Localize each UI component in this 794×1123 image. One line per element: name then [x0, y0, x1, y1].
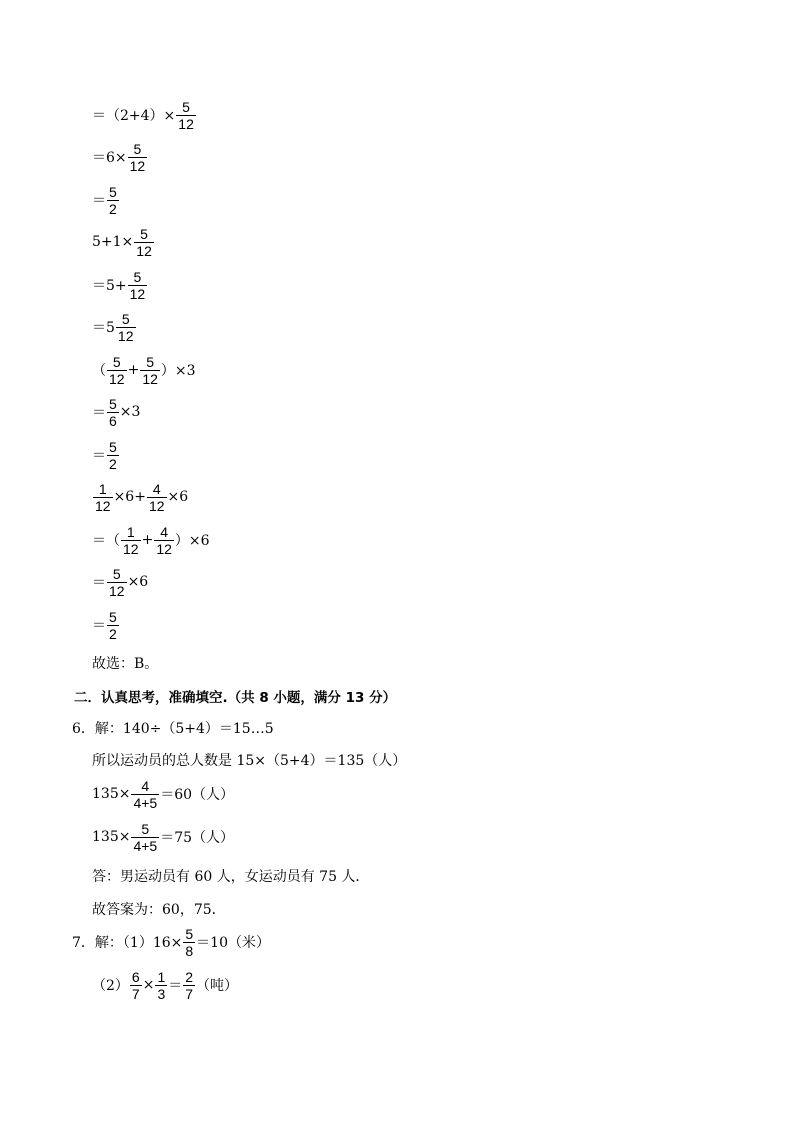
fraction	[107, 354, 127, 387]
lines-line	[92, 350, 196, 390]
denominator: 12	[109, 582, 125, 599]
fraction	[107, 184, 119, 217]
expression-text: 故选：B。	[92, 656, 159, 672]
numerator: 5	[185, 925, 194, 942]
lines-line	[92, 180, 120, 220]
denominator: 12	[95, 497, 111, 514]
lines-line	[92, 222, 155, 262]
denominator: 12	[142, 370, 158, 387]
fraction	[131, 778, 159, 811]
expression-text: ＝	[92, 575, 106, 591]
denominator: 2	[109, 200, 117, 217]
expression-text: ＝	[92, 618, 106, 634]
numerator: 5	[133, 268, 142, 285]
denominator: 12	[136, 242, 152, 259]
denominator: 7	[185, 985, 194, 1002]
expression-text: +	[141, 532, 154, 548]
expression-text: 5+1×	[92, 234, 134, 250]
expression-text: 答：男运动员有 60 人，女运动员有 75 人．	[92, 869, 370, 885]
lines-line	[92, 95, 197, 135]
numerator: 5	[133, 140, 142, 157]
numerator: 2	[185, 968, 194, 985]
expression-text: 7．解：（1）16×	[72, 935, 183, 951]
lines-line	[92, 307, 137, 347]
expression-text: ×3	[119, 404, 141, 420]
numerator: 5	[146, 353, 154, 370]
fraction	[116, 311, 136, 344]
numerator: 5	[109, 395, 117, 412]
expression-text: ＝10（米）	[196, 935, 270, 951]
expression-text: ×	[142, 977, 155, 993]
numerator: 4	[160, 523, 168, 540]
denominator: 12	[156, 540, 172, 557]
fraction	[107, 566, 127, 599]
denominator: 12	[109, 370, 125, 387]
expression-text: ＝（	[92, 533, 120, 549]
lines-line	[92, 520, 210, 560]
expression-text: 135×	[92, 786, 131, 802]
denominator: 12	[129, 285, 146, 302]
lines-line	[92, 562, 148, 602]
fraction	[121, 524, 141, 557]
expression-text: （吨）	[196, 978, 239, 994]
denominator: 2	[109, 625, 117, 642]
fraction	[140, 354, 160, 387]
expression-text: 135×	[92, 829, 131, 845]
denominator: 12	[117, 327, 134, 344]
section-title: 二．认真思考，准确填空.（共 8 小题，满分 13 分）	[74, 690, 397, 706]
fraction	[154, 524, 174, 557]
expression-text: ）×3	[160, 363, 196, 379]
fraction	[130, 969, 142, 1002]
denominator: 12	[129, 157, 146, 174]
fraction	[107, 439, 119, 472]
numerator: 5	[140, 225, 148, 242]
q7-line	[72, 922, 270, 962]
fraction	[183, 926, 195, 959]
denominator: 4+5	[133, 794, 158, 811]
lines-line	[92, 392, 140, 432]
denominator: 7	[131, 985, 140, 1002]
expression-text: 所以运动员的总人数是 15×（5+4）＝135（人）	[92, 753, 407, 769]
expression-text: ＝	[92, 405, 106, 421]
expression-text: ＝	[92, 448, 106, 464]
expression-text: ＝5+	[92, 278, 127, 294]
fraction	[134, 226, 154, 259]
expression-text: ）×6	[174, 533, 210, 549]
expression-text: ＝6×	[92, 150, 127, 166]
denominator: 12	[123, 540, 139, 557]
fraction	[107, 396, 119, 429]
expression-text: +	[127, 362, 140, 378]
numerator: 5	[141, 820, 150, 837]
fraction	[155, 969, 167, 1002]
q7-line	[92, 965, 238, 1005]
numerator: 5	[109, 183, 117, 200]
fraction	[128, 269, 148, 302]
expression-text: ＝60（人）	[160, 787, 235, 803]
fraction	[147, 481, 167, 514]
lines-line	[92, 643, 158, 683]
lines-line	[92, 605, 120, 645]
fraction	[131, 821, 159, 854]
denominator: 3	[157, 985, 166, 1002]
numerator: 1	[157, 968, 166, 985]
lines-line	[92, 137, 148, 177]
numerator: 6	[131, 968, 140, 985]
fraction	[93, 481, 113, 514]
denominator: 12	[148, 497, 165, 514]
numerator: 5	[112, 565, 121, 582]
numerator: 4	[141, 777, 150, 794]
numerator: 5	[109, 608, 117, 625]
numerator: 1	[98, 480, 107, 497]
expression-text: （2）	[92, 978, 129, 994]
numerator: 4	[152, 480, 161, 497]
expression-text: ＝	[92, 193, 106, 209]
fraction	[107, 609, 119, 642]
lines-line	[92, 477, 188, 517]
numerator: 5	[182, 98, 190, 115]
expression-text: 故答案为：60，75．	[92, 902, 226, 918]
numerator: 1	[126, 523, 135, 540]
expression-text: 6．解：140÷（5+4）＝15…5	[72, 721, 274, 737]
denominator: 4+5	[133, 837, 158, 854]
denominator: 6	[109, 412, 117, 429]
expression-text: （	[92, 363, 106, 379]
expression-text: ＝75（人）	[160, 830, 235, 846]
expression-text: ×6	[167, 489, 189, 505]
expression-text: ×6+	[113, 489, 146, 505]
expression-text: ＝	[168, 978, 183, 994]
q6-line	[92, 774, 234, 814]
lines-line	[92, 435, 120, 475]
fraction	[176, 99, 196, 132]
numerator: 5	[121, 310, 130, 327]
fraction	[183, 969, 195, 1002]
fraction	[128, 141, 148, 174]
expression-text: ＝（2+4）×	[92, 108, 176, 124]
denominator: 2	[109, 455, 117, 472]
denominator: 12	[178, 115, 194, 132]
numerator: 5	[112, 353, 121, 370]
numerator: 5	[109, 438, 117, 455]
q6-line	[92, 817, 234, 857]
lines-line	[92, 265, 148, 305]
expression-text: ＝5	[92, 320, 115, 336]
expression-text: ×6	[127, 574, 149, 590]
denominator: 8	[185, 942, 194, 959]
